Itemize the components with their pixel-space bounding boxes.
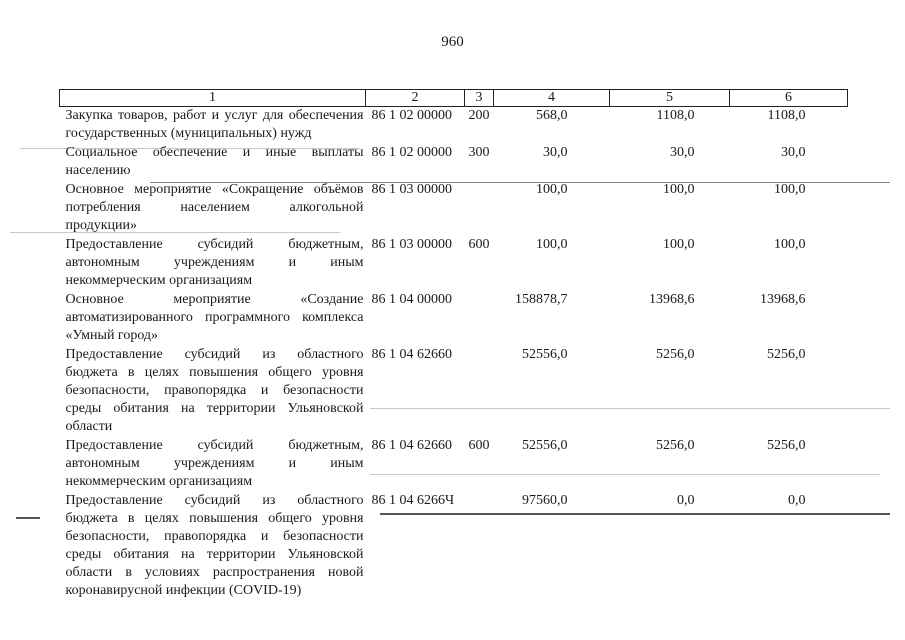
row-value-col4: 52556,0 bbox=[522, 347, 568, 362]
header-col-5: 5 bbox=[610, 90, 730, 107]
row-value-col6: 30,0 bbox=[781, 145, 806, 160]
header-col-2: 2 bbox=[366, 90, 465, 107]
header-col-6: 6 bbox=[730, 90, 848, 107]
row-value-col5: 13968,6 bbox=[649, 292, 695, 307]
row-expense-type: 600 bbox=[468, 237, 490, 252]
row-value-col5: 0,0 bbox=[677, 493, 695, 508]
row-value-col6: 100,0 bbox=[774, 182, 806, 197]
row-code: 86 1 02 00000 bbox=[371, 145, 452, 160]
row-name: Закупка товаров, работ и услуг для обеспечения государственных (муниципальных) нужд bbox=[65, 108, 364, 141]
row-name: Основное мероприятие «Создание автоматизированного программного комплекса «Умный город» bbox=[65, 292, 364, 343]
row-value-col4: 100,0 bbox=[536, 182, 568, 197]
row-code: 86 1 04 62660 bbox=[371, 347, 452, 362]
row-code: 86 1 04 6266Ч bbox=[371, 493, 455, 508]
row-value-col4: 30,0 bbox=[543, 145, 568, 160]
row-value-col5: 1108,0 bbox=[656, 108, 695, 123]
row-name: Основное мероприятие «Сокращение объёмов потребления населением алкогольной продукции» bbox=[65, 182, 364, 233]
row-value-col6: 5256,0 bbox=[767, 347, 806, 362]
row-code: 86 1 02 00000 bbox=[371, 108, 452, 123]
page-number: 960 bbox=[441, 34, 464, 50]
row-name: Социальное обеспечение и иные выплаты населению bbox=[65, 145, 364, 178]
table-row bbox=[60, 346, 848, 437]
row-value-col6: 5256,0 bbox=[767, 438, 806, 453]
row-value-col4: 158878,7 bbox=[515, 292, 568, 307]
row-value-col5: 100,0 bbox=[663, 182, 695, 197]
row-value-col5: 100,0 bbox=[663, 237, 695, 252]
row-name: Предоставление субсидий бюджетным, автономным учреждениям и иным некоммерческим организациям bbox=[65, 237, 364, 288]
header-col-4: 4 bbox=[494, 90, 610, 107]
row-value-col6: 1108,0 bbox=[767, 108, 806, 123]
row-value-col5: 30,0 bbox=[670, 145, 695, 160]
table-header-row bbox=[60, 90, 848, 107]
row-name: Предоставление субсидий из областного бюджета в целях повышения общего уровня безопасности, правопорядка и безопасности среды обитания на территории Ульяновской области в условиях распространения новой коронавирусной инфекции (COVID-19) bbox=[65, 493, 364, 598]
header-col-3: 3 bbox=[465, 90, 494, 107]
row-value-col5: 5256,0 bbox=[656, 438, 695, 453]
row-code: 86 1 03 00000 bbox=[371, 182, 452, 197]
row-expense-type bbox=[465, 346, 494, 437]
table-row bbox=[60, 437, 848, 492]
row-name: Предоставление субсидий из областного бюджета в целях повышения общего уровня безопасности, правопорядка и безопасности среды обитания на территории Ульяновской области bbox=[65, 347, 364, 434]
table-row bbox=[60, 107, 848, 145]
row-code: 86 1 03 00000 bbox=[371, 237, 452, 252]
row-expense-type: 600 bbox=[468, 438, 490, 453]
row-value-col6: 13968,6 bbox=[760, 292, 806, 307]
table-row bbox=[60, 291, 848, 346]
row-value-col4: 52556,0 bbox=[522, 438, 568, 453]
row-code: 86 1 04 62660 bbox=[371, 438, 452, 453]
row-value-col4: 568,0 bbox=[536, 108, 568, 123]
row-code: 86 1 04 00000 bbox=[371, 292, 452, 307]
row-expense-type: 300 bbox=[468, 145, 490, 160]
row-expense-type bbox=[465, 181, 494, 236]
row-expense-type bbox=[465, 492, 494, 601]
table-row bbox=[60, 492, 848, 601]
row-expense-type bbox=[465, 291, 494, 346]
row-value-col4: 100,0 bbox=[536, 237, 568, 252]
header-col-1: 1 bbox=[60, 90, 366, 107]
row-value-col4: 97560,0 bbox=[522, 493, 568, 508]
row-value-col6: 100,0 bbox=[774, 237, 806, 252]
row-name: Предоставление субсидий бюджетным, автономным учреждениям и иным некоммерческим организациям bbox=[65, 438, 364, 489]
table-row bbox=[60, 144, 848, 181]
row-expense-type: 200 bbox=[468, 108, 490, 123]
row-value-col6: 0,0 bbox=[788, 493, 806, 508]
budget-table bbox=[59, 89, 848, 601]
table-row bbox=[60, 181, 848, 236]
table-row bbox=[60, 236, 848, 291]
scan-artifact bbox=[16, 517, 40, 519]
row-value-col5: 5256,0 bbox=[656, 347, 695, 362]
